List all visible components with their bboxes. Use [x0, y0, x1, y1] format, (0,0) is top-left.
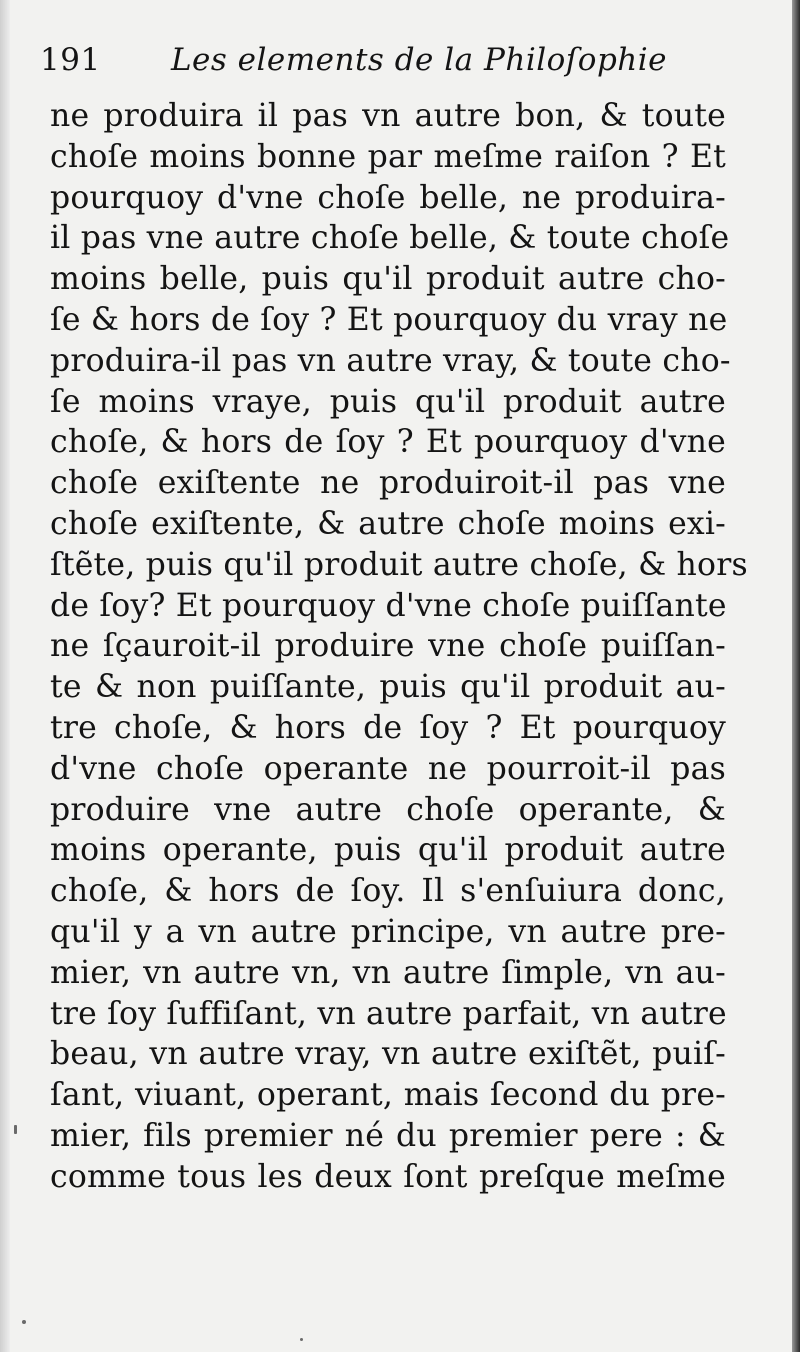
text-line: produira-il pas vn autre vray, & toute cho- [50, 342, 731, 379]
text-line: pourquoy d'vne choſe belle, ne produira- [50, 179, 726, 216]
text-line: il pas vne autre choſe belle, & toute choſe [50, 220, 730, 257]
scan-speck [22, 1320, 26, 1324]
scan-speck [300, 1338, 303, 1341]
text-line: ſant, viuant, operant, mais ſecond du pre- [50, 1077, 726, 1114]
text-line: qu'il y a vn autre principe, vn autre pre- [50, 913, 726, 950]
text-line: mier, fils premier né du premier pere : & [50, 1117, 726, 1154]
text-line: comme tous les deux ſont preſque meſme [50, 1158, 726, 1195]
text-line: ſtẽte, puis qu'il produit autre choſe, & hors [50, 546, 748, 583]
text-line: choſe, & hors de ſoy. Il s'enſuiura donc, [50, 873, 726, 910]
text-line: produire vne autre choſe operante, & [50, 791, 726, 828]
running-head [40, 42, 730, 92]
text-line: beau, vn autre vray, vn autre exiſtẽt, puiſ- [50, 1036, 726, 1073]
text-line: moins belle, puis qu'il produit autre cho- [50, 261, 726, 298]
text-line: choſe exiſtente, & autre choſe moins exi- [50, 505, 726, 542]
text-line: moins operante, puis qu'il produit autre [50, 832, 726, 869]
text-line: mier, vn autre vn, vn autre ſimple, vn au- [50, 954, 726, 991]
text-line: de ſoy? Et pourquoy d'vne choſe puiſſante [50, 587, 727, 624]
text-line: ne produira il pas vn autre bon, & toute [50, 98, 726, 134]
body-text [50, 96, 748, 1198]
text-line: d'vne choſe operante ne pourroit-il pas [50, 750, 726, 787]
scan-speck [14, 1125, 17, 1134]
text-line: tre ſoy ſuffiſant, vn autre parfait, vn autre [50, 995, 727, 1032]
text-line: choſe, & hors de ſoy ? Et pourquoy d'vne [50, 424, 726, 461]
text-line: te & non puiſſante, puis qu'il produit au- [50, 669, 726, 706]
page-left-edge [0, 0, 10, 1352]
text-line: choſe moins bonne par meſme raiſon ? Et [50, 138, 726, 175]
text-line: ſe moins vraye, puis qu'il produit autre [50, 383, 726, 420]
text-line: ſe & hors de ſoy ? Et pourquoy du vray ne [50, 301, 728, 338]
running-title: Les elements de la Philoſophie [170, 42, 668, 78]
page-right-edge [792, 0, 800, 1352]
text-line: tre choſe, & hors de ſoy ? Et pourquoy [50, 709, 726, 746]
text-line: choſe exiſtente ne produiroit-il pas vne [50, 465, 726, 502]
text-line: ne ſçauroit-il produire vne choſe puiſſan- [50, 628, 726, 665]
page-number: 191 [40, 42, 101, 78]
